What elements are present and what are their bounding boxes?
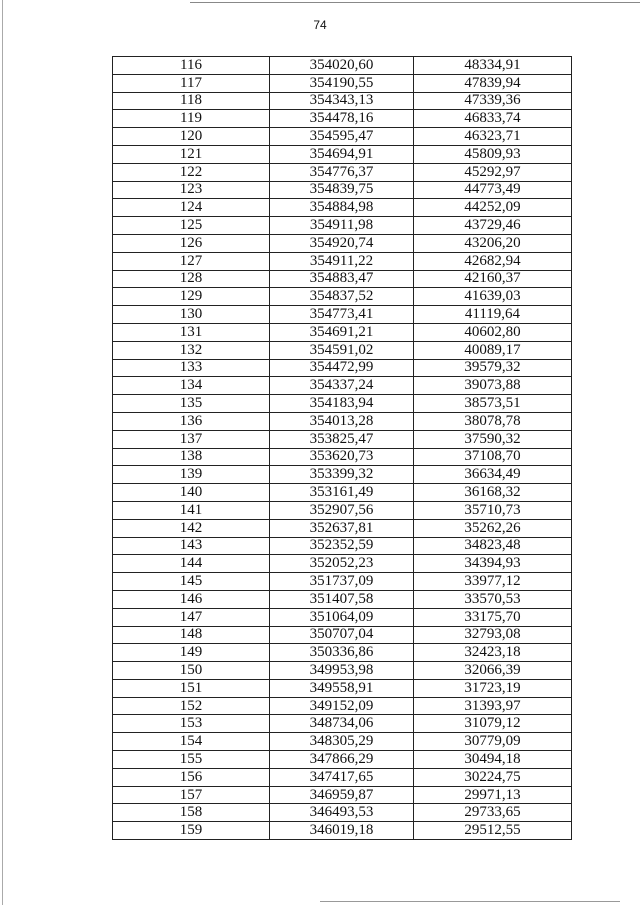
- point-number-cell: 157: [113, 786, 270, 804]
- y-coordinate-cell: 31079,12: [414, 715, 572, 733]
- scan-edge-top: [190, 2, 640, 3]
- y-coordinate-cell: 42682,94: [414, 252, 572, 270]
- table-row: [113, 501, 572, 519]
- table-row: [113, 57, 572, 75]
- x-coordinate-cell: 354911,98: [270, 217, 414, 235]
- y-coordinate-cell: 30224,75: [414, 768, 572, 786]
- point-number-cell: 156: [113, 768, 270, 786]
- point-number-cell: 131: [113, 323, 270, 341]
- point-number-cell: 126: [113, 234, 270, 252]
- x-coordinate-cell: 352052,23: [270, 555, 414, 573]
- y-coordinate-cell: 38573,51: [414, 395, 572, 413]
- table-row: [113, 181, 572, 199]
- scan-edge-bottom: [320, 901, 620, 902]
- table-row: [113, 608, 572, 626]
- x-coordinate-cell: 354013,28: [270, 412, 414, 430]
- point-number-cell: 159: [113, 822, 270, 840]
- point-number-cell: 117: [113, 74, 270, 92]
- y-coordinate-cell: 44773,49: [414, 181, 572, 199]
- x-coordinate-cell: 354591,02: [270, 341, 414, 359]
- table-row: [113, 555, 572, 573]
- table-row: [113, 697, 572, 715]
- point-number-cell: 144: [113, 555, 270, 573]
- point-number-cell: 138: [113, 448, 270, 466]
- table-row: [113, 74, 572, 92]
- x-coordinate-cell: 354343,13: [270, 92, 414, 110]
- point-number-cell: 134: [113, 377, 270, 395]
- x-coordinate-cell: 354183,94: [270, 395, 414, 413]
- point-number-cell: 137: [113, 430, 270, 448]
- y-coordinate-cell: 36634,49: [414, 466, 572, 484]
- table-row: [113, 786, 572, 804]
- x-coordinate-cell: 354337,24: [270, 377, 414, 395]
- table-row: [113, 715, 572, 733]
- x-coordinate-cell: 347417,65: [270, 768, 414, 786]
- point-number-cell: 148: [113, 626, 270, 644]
- point-number-cell: 158: [113, 804, 270, 822]
- table-row: [113, 448, 572, 466]
- x-coordinate-cell: 350707,04: [270, 626, 414, 644]
- x-coordinate-cell: 346493,53: [270, 804, 414, 822]
- x-coordinate-cell: 354595,47: [270, 128, 414, 146]
- point-number-cell: 147: [113, 608, 270, 626]
- point-number-cell: 122: [113, 163, 270, 181]
- y-coordinate-cell: 46323,71: [414, 128, 572, 146]
- x-coordinate-cell: 352352,59: [270, 537, 414, 555]
- table-row: [113, 199, 572, 217]
- page-number: 74: [313, 18, 327, 32]
- table-row: [113, 573, 572, 591]
- y-coordinate-cell: 48334,91: [414, 57, 572, 75]
- x-coordinate-cell: 353620,73: [270, 448, 414, 466]
- table-row: [113, 270, 572, 288]
- x-coordinate-cell: 347866,29: [270, 751, 414, 769]
- y-coordinate-cell: 39073,88: [414, 377, 572, 395]
- point-number-cell: 128: [113, 270, 270, 288]
- point-number-cell: 121: [113, 145, 270, 163]
- y-coordinate-cell: 47839,94: [414, 74, 572, 92]
- point-number-cell: 118: [113, 92, 270, 110]
- table-row: [113, 92, 572, 110]
- x-coordinate-cell: 354694,91: [270, 145, 414, 163]
- point-number-cell: 135: [113, 395, 270, 413]
- table-row: [113, 163, 572, 181]
- x-coordinate-cell: 352907,56: [270, 501, 414, 519]
- table-row: [113, 252, 572, 270]
- point-number-cell: 123: [113, 181, 270, 199]
- y-coordinate-cell: 43729,46: [414, 217, 572, 235]
- y-coordinate-cell: 39579,32: [414, 359, 572, 377]
- point-number-cell: 150: [113, 662, 270, 680]
- y-coordinate-cell: 35710,73: [414, 501, 572, 519]
- table-row: [113, 288, 572, 306]
- table-row: [113, 626, 572, 644]
- x-coordinate-cell: 354776,37: [270, 163, 414, 181]
- point-number-cell: 139: [113, 466, 270, 484]
- table-row: [113, 323, 572, 341]
- x-coordinate-cell: 354884,98: [270, 199, 414, 217]
- point-number-cell: 129: [113, 288, 270, 306]
- y-coordinate-cell: 34823,48: [414, 537, 572, 555]
- y-coordinate-cell: 40089,17: [414, 341, 572, 359]
- table-row: [113, 412, 572, 430]
- point-number-cell: 145: [113, 573, 270, 591]
- point-number-cell: 143: [113, 537, 270, 555]
- table-row: [113, 822, 572, 840]
- y-coordinate-cell: 29733,65: [414, 804, 572, 822]
- y-coordinate-cell: 45292,97: [414, 163, 572, 181]
- table-row: [113, 359, 572, 377]
- scan-edge-left: [2, 0, 3, 905]
- point-number-cell: 124: [113, 199, 270, 217]
- y-coordinate-cell: 33570,53: [414, 590, 572, 608]
- x-coordinate-cell: 346019,18: [270, 822, 414, 840]
- y-coordinate-cell: 41119,64: [414, 306, 572, 324]
- x-coordinate-cell: 351407,58: [270, 590, 414, 608]
- y-coordinate-cell: 37108,70: [414, 448, 572, 466]
- y-coordinate-cell: 43206,20: [414, 234, 572, 252]
- point-number-cell: 140: [113, 484, 270, 502]
- x-coordinate-cell: 348734,06: [270, 715, 414, 733]
- x-coordinate-cell: 349558,91: [270, 679, 414, 697]
- x-coordinate-cell: 351737,09: [270, 573, 414, 591]
- point-number-cell: 125: [113, 217, 270, 235]
- table-row: [113, 519, 572, 537]
- x-coordinate-cell: 354839,75: [270, 181, 414, 199]
- y-coordinate-cell: 32423,18: [414, 644, 572, 662]
- table-row: [113, 733, 572, 751]
- x-coordinate-cell: 352637,81: [270, 519, 414, 537]
- x-coordinate-cell: 354911,22: [270, 252, 414, 270]
- table-row: [113, 537, 572, 555]
- table-row: [113, 644, 572, 662]
- table-row: [113, 662, 572, 680]
- y-coordinate-cell: 32793,08: [414, 626, 572, 644]
- y-coordinate-cell: 29971,13: [414, 786, 572, 804]
- point-number-cell: 142: [113, 519, 270, 537]
- table-row: [113, 110, 572, 128]
- point-number-cell: 149: [113, 644, 270, 662]
- point-number-cell: 132: [113, 341, 270, 359]
- coordinates-table-body: [113, 57, 572, 840]
- x-coordinate-cell: 351064,09: [270, 608, 414, 626]
- y-coordinate-cell: 34394,93: [414, 555, 572, 573]
- point-number-cell: 119: [113, 110, 270, 128]
- point-number-cell: 133: [113, 359, 270, 377]
- x-coordinate-cell: 354190,55: [270, 74, 414, 92]
- point-number-cell: 120: [113, 128, 270, 146]
- coordinates-table: [112, 56, 572, 840]
- table-row: [113, 804, 572, 822]
- x-coordinate-cell: 353399,32: [270, 466, 414, 484]
- table-row: [113, 377, 572, 395]
- x-coordinate-cell: 354837,52: [270, 288, 414, 306]
- table-row: [113, 679, 572, 697]
- x-coordinate-cell: 354773,41: [270, 306, 414, 324]
- y-coordinate-cell: 33977,12: [414, 573, 572, 591]
- point-number-cell: 146: [113, 590, 270, 608]
- table-row: [113, 751, 572, 769]
- y-coordinate-cell: 30779,09: [414, 733, 572, 751]
- y-coordinate-cell: 40602,80: [414, 323, 572, 341]
- y-coordinate-cell: 35262,26: [414, 519, 572, 537]
- point-number-cell: 151: [113, 679, 270, 697]
- x-coordinate-cell: 349953,98: [270, 662, 414, 680]
- point-number-cell: 130: [113, 306, 270, 324]
- y-coordinate-cell: 38078,78: [414, 412, 572, 430]
- point-number-cell: 141: [113, 501, 270, 519]
- y-coordinate-cell: 46833,74: [414, 110, 572, 128]
- x-coordinate-cell: 353825,47: [270, 430, 414, 448]
- x-coordinate-cell: 354883,47: [270, 270, 414, 288]
- table-row: [113, 306, 572, 324]
- table-row: [113, 395, 572, 413]
- table-row: [113, 128, 572, 146]
- point-number-cell: 153: [113, 715, 270, 733]
- x-coordinate-cell: 354691,21: [270, 323, 414, 341]
- table-row: [113, 234, 572, 252]
- x-coordinate-cell: 354020,60: [270, 57, 414, 75]
- x-coordinate-cell: 354478,16: [270, 110, 414, 128]
- y-coordinate-cell: 37590,32: [414, 430, 572, 448]
- point-number-cell: 136: [113, 412, 270, 430]
- y-coordinate-cell: 33175,70: [414, 608, 572, 626]
- point-number-cell: 155: [113, 751, 270, 769]
- x-coordinate-cell: 349152,09: [270, 697, 414, 715]
- x-coordinate-cell: 348305,29: [270, 733, 414, 751]
- y-coordinate-cell: 47339,36: [414, 92, 572, 110]
- table-row: [113, 590, 572, 608]
- y-coordinate-cell: 30494,18: [414, 751, 572, 769]
- point-number-cell: 154: [113, 733, 270, 751]
- y-coordinate-cell: 44252,09: [414, 199, 572, 217]
- y-coordinate-cell: 31393,97: [414, 697, 572, 715]
- y-coordinate-cell: 31723,19: [414, 679, 572, 697]
- table-row: [113, 217, 572, 235]
- table-row: [113, 145, 572, 163]
- table-row: [113, 430, 572, 448]
- x-coordinate-cell: 353161,49: [270, 484, 414, 502]
- table-row: [113, 768, 572, 786]
- point-number-cell: 152: [113, 697, 270, 715]
- y-coordinate-cell: 36168,32: [414, 484, 572, 502]
- point-number-cell: 116: [113, 57, 270, 75]
- x-coordinate-cell: 350336,86: [270, 644, 414, 662]
- y-coordinate-cell: 29512,55: [414, 822, 572, 840]
- table-row: [113, 484, 572, 502]
- table-row: [113, 466, 572, 484]
- y-coordinate-cell: 45809,93: [414, 145, 572, 163]
- y-coordinate-cell: 42160,37: [414, 270, 572, 288]
- point-number-cell: 127: [113, 252, 270, 270]
- y-coordinate-cell: 41639,03: [414, 288, 572, 306]
- x-coordinate-cell: 346959,87: [270, 786, 414, 804]
- y-coordinate-cell: 32066,39: [414, 662, 572, 680]
- x-coordinate-cell: 354920,74: [270, 234, 414, 252]
- table-row: [113, 341, 572, 359]
- x-coordinate-cell: 354472,99: [270, 359, 414, 377]
